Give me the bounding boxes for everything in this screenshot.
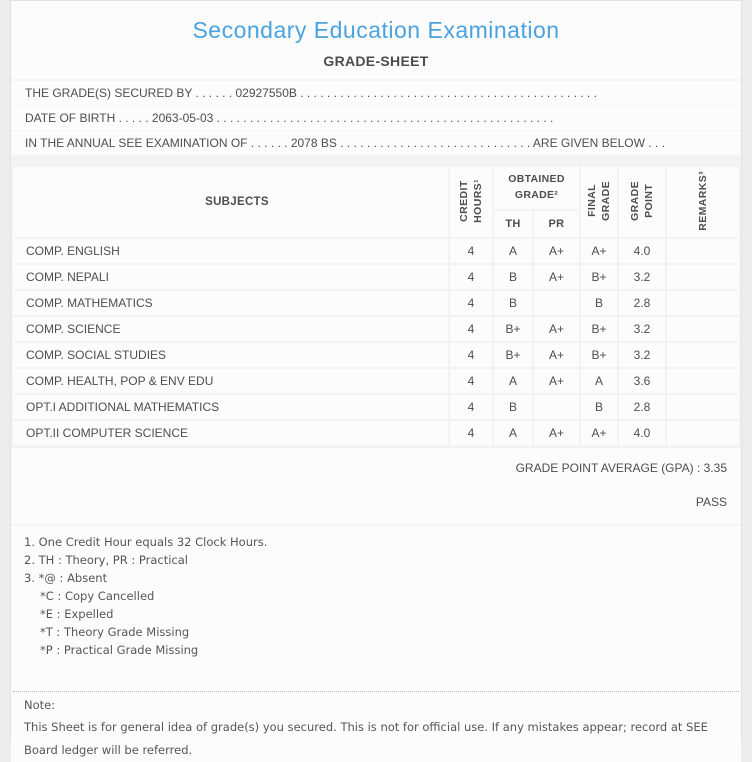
th-grade-cell: A xyxy=(494,421,532,445)
footnote: 3. *@ : Absent xyxy=(24,571,108,585)
grade-point-cell: 3.6 xyxy=(619,369,665,393)
subject-cell: COMP. HEALTH, POP & ENV EDU xyxy=(13,369,448,393)
footnote: *C : Copy Cancelled xyxy=(40,589,155,603)
footer-section xyxy=(11,526,741,762)
grade-point-cell: 4.0 xyxy=(619,421,665,445)
credit-cell: 4 xyxy=(450,369,492,393)
col-th: TH xyxy=(494,211,532,237)
subject-cell: COMP. NEPALI xyxy=(13,265,448,289)
pr-grade-cell: A+ xyxy=(534,343,579,367)
credit-cell: 4 xyxy=(450,421,492,445)
table-row xyxy=(13,343,739,367)
th-grade-cell: B+ xyxy=(494,317,532,341)
student-info-section xyxy=(11,81,741,156)
subject-cell: COMP. SOCIAL STUDIES xyxy=(13,343,448,367)
col-obtained-grade: OBTAINED GRADE² xyxy=(494,167,579,209)
grades-table xyxy=(11,165,741,447)
sheet-subtitle: GRADE-SHEET xyxy=(323,53,429,69)
pr-grade-cell: A+ xyxy=(534,369,579,393)
final-grade-cell: B+ xyxy=(581,317,617,341)
col-subjects: SUBJECTS xyxy=(13,167,448,237)
note-text: This Sheet is for general idea of grade(s) you secured. This is not for official use. If any mistakes appear; record at SEE Board ledger will be referred. xyxy=(24,720,708,757)
subject-cell: COMP. MATHEMATICS xyxy=(13,291,448,315)
remarks-cell xyxy=(667,265,739,289)
page-title: Secondary Education Examination xyxy=(192,17,560,43)
final-grade-cell: B xyxy=(581,291,617,315)
col-pr: PR xyxy=(534,211,579,237)
pr-grade-cell: A+ xyxy=(534,421,579,445)
remarks-cell xyxy=(667,317,739,341)
subject-cell: OPT.I ADDITIONAL MATHEMATICS xyxy=(13,395,448,419)
credit-cell: 4 xyxy=(450,317,492,341)
table-row xyxy=(13,395,739,419)
table-header-row xyxy=(13,167,739,209)
pr-grade-cell: A+ xyxy=(534,317,579,341)
th-grade-cell: B xyxy=(494,395,532,419)
grade-point-cell: 2.8 xyxy=(619,395,665,419)
footnote: 2. TH : Theory, PR : Practical xyxy=(24,553,188,567)
pr-grade-cell xyxy=(534,291,579,315)
credit-hours-rotated-label: CREDIT HOURS¹ xyxy=(457,178,484,223)
grade-point-cell: 4.0 xyxy=(619,239,665,263)
final-grade-cell: B+ xyxy=(581,265,617,289)
subject-cell: OPT.II COMPUTER SCIENCE xyxy=(13,421,448,445)
remarks-cell xyxy=(667,291,739,315)
footnote: *E : Expelled xyxy=(40,607,114,621)
final-grade-cell: A+ xyxy=(581,421,617,445)
remarks-cell xyxy=(667,369,739,393)
final-grade-cell: B+ xyxy=(581,343,617,367)
summary-section xyxy=(11,448,741,524)
subject-cell: COMP. ENGLISH xyxy=(13,239,448,263)
table-row xyxy=(13,265,739,289)
dotted-divider xyxy=(13,691,739,692)
remarks-cell xyxy=(667,395,739,419)
col-remarks xyxy=(667,167,739,237)
final-grade-cell: A xyxy=(581,369,617,393)
th-grade-cell: B xyxy=(494,265,532,289)
remarks-cell xyxy=(667,343,739,367)
credit-cell: 4 xyxy=(450,343,492,367)
grade-sheet-card xyxy=(10,0,742,757)
th-grade-cell: A xyxy=(494,369,532,393)
final-grade-cell: A+ xyxy=(581,239,617,263)
grade-point-rotated-label: GRADE POINT xyxy=(628,180,655,221)
examination-year-line: IN THE ANNUAL SEE EXAMINATION OF . . . . . . 2078 BS . . . . . . . . . . . . . . . . . . . . . . . . . . . . . ARE GIVEN BELOW . . . xyxy=(11,131,741,155)
col-final-grade xyxy=(581,167,617,237)
grade-point-cell: 3.2 xyxy=(619,317,665,341)
th-grade-cell: A xyxy=(494,239,532,263)
subject-cell: COMP. SCIENCE xyxy=(13,317,448,341)
footnote: 1. One Credit Hour equals 32 Clock Hours. xyxy=(24,535,268,549)
th-grade-cell: B+ xyxy=(494,343,532,367)
header-block xyxy=(11,1,741,79)
date-of-birth-line: DATE OF BIRTH . . . . . 2063-05-03 . . . . . . . . . . . . . . . . . . . . . . . . . . . . . . . . . . . . . . . . . . . . . . . . . . . xyxy=(11,106,741,130)
th-grade-cell: B xyxy=(494,291,532,315)
grade-point-cell: 3.2 xyxy=(619,343,665,367)
gpa-value: GRADE POINT AVERAGE (GPA) : 3.35 xyxy=(515,461,727,475)
credit-cell: 4 xyxy=(450,239,492,263)
col-grade-point xyxy=(619,167,665,237)
grade-point-cell: 3.2 xyxy=(619,265,665,289)
remarks-cell xyxy=(667,239,739,263)
table-row xyxy=(13,317,739,341)
remarks-rotated-label: REMARKS³ xyxy=(696,170,709,231)
pr-grade-cell: A+ xyxy=(534,265,579,289)
pr-grade-cell: A+ xyxy=(534,239,579,263)
grades-secured-line: THE GRADE(S) SECURED BY . . . . . . 02927550B . . . . . . . . . . . . . . . . . . . . . . . . . . . . . . . . . . . . . . . . . . . . . xyxy=(11,81,741,105)
credit-cell: 4 xyxy=(450,291,492,315)
table-row xyxy=(13,291,739,315)
credit-cell: 4 xyxy=(450,395,492,419)
note-label: Note: xyxy=(24,698,56,712)
grade-point-cell: 2.8 xyxy=(619,291,665,315)
table-row xyxy=(13,239,739,263)
final-grade-cell: B xyxy=(581,395,617,419)
result-status: PASS xyxy=(695,495,727,509)
remarks-cell xyxy=(667,421,739,445)
final-grade-rotated-label: FINAL GRADE xyxy=(585,180,612,221)
credit-cell: 4 xyxy=(450,265,492,289)
footnote: *T : Theory Grade Missing xyxy=(40,625,190,639)
footnote: *P : Practical Grade Missing xyxy=(40,643,199,657)
table-row xyxy=(13,369,739,393)
pr-grade-cell xyxy=(534,395,579,419)
table-row xyxy=(13,421,739,445)
col-credit-hours xyxy=(450,167,492,237)
